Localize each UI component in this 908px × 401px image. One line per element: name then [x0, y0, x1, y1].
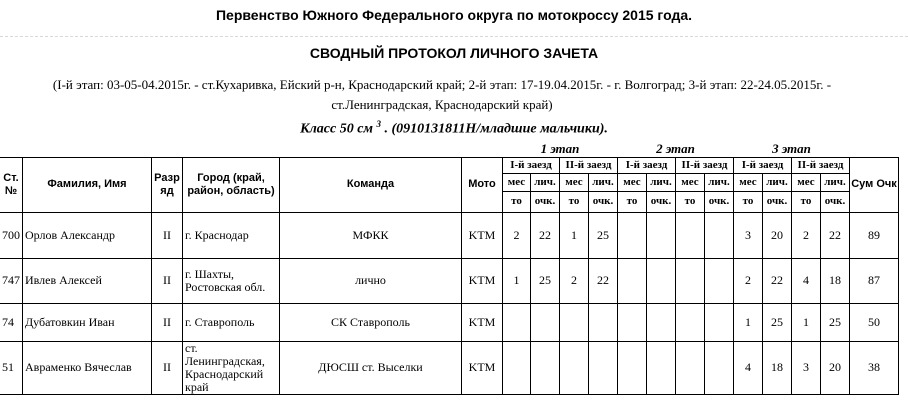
place-header-top: мес — [503, 173, 531, 191]
heat-place-s2 — [618, 341, 647, 394]
points-header-top: лич. — [763, 173, 792, 191]
table-row — [0, 303, 899, 341]
rider-name: Авраменко Вячеслав — [23, 341, 152, 394]
heat-place-s2 — [618, 303, 647, 341]
place-header-bottom: то — [618, 191, 647, 212]
rider-city: г. Шахты, Ростовская обл. — [183, 258, 280, 303]
stage2-header: 2 этап — [656, 140, 695, 156]
heat-points-s1 — [531, 303, 560, 341]
total-points: 38 — [850, 341, 899, 394]
heat-points-s2 — [647, 341, 676, 394]
place-header-bottom: то — [560, 191, 589, 212]
rider-team: СК Ставрополь — [280, 303, 462, 341]
place-header-top: мес — [618, 173, 647, 191]
stage3-header: 3 этап — [772, 140, 811, 156]
points-header-top: лич. — [821, 173, 850, 191]
heat-place-s3: 2 — [792, 212, 821, 258]
s3-heat2-header: II-й заезд — [792, 157, 850, 173]
s3-heat1-header: I-й заезд — [734, 157, 792, 173]
heat-place-s3: 1 — [792, 303, 821, 341]
col-sum-header: Сум Очк — [850, 157, 899, 212]
table-row — [0, 212, 899, 258]
total-points: 87 — [850, 258, 899, 303]
rider-moto: KTM — [462, 341, 503, 394]
class-prefix: Класс 50 см — [300, 121, 374, 137]
place-header-bottom: то — [503, 191, 531, 212]
heat-place-s2 — [618, 212, 647, 258]
heat-place-s1 — [503, 341, 531, 394]
heat-place-s3: 3 — [792, 341, 821, 394]
heat-place-s3: 4 — [734, 341, 763, 394]
heat-points-s2 — [705, 303, 734, 341]
total-points: 50 — [850, 303, 899, 341]
class-sup: 3 — [376, 119, 382, 129]
rider-rank: II — [152, 212, 183, 258]
heat-points-s3: 18 — [821, 258, 850, 303]
heat-points-s3: 22 — [821, 212, 850, 258]
points-header-bottom: очк. — [589, 191, 618, 212]
class-suffix: . (0910131811Н/младшие мальчики). — [381, 121, 608, 137]
heat-place-s2 — [676, 212, 705, 258]
heat-place-s1 — [503, 303, 531, 341]
rider-name: Дубатовкин Иван — [23, 303, 152, 341]
heat-points-s1: 25 — [531, 258, 560, 303]
heat-points-s2 — [647, 258, 676, 303]
rider-city: г. Краснодар — [183, 212, 280, 258]
points-header-bottom: очк. — [647, 191, 676, 212]
class-title — [0, 119, 908, 138]
heat-place-s2 — [676, 258, 705, 303]
s2-heat2-header: II-й заезд — [676, 157, 734, 173]
heat-points-s3: 20 — [763, 212, 792, 258]
heat-points-s1: 22 — [531, 212, 560, 258]
heat-points-s1 — [589, 303, 618, 341]
rider-rank: II — [152, 341, 183, 394]
heat-place-s1 — [560, 303, 589, 341]
stages-line-2: ст.Ленинградская, Краснодарский край) — [331, 97, 553, 112]
heat-points-s3: 25 — [821, 303, 850, 341]
heat-points-s1 — [531, 341, 560, 394]
place-header-bottom: то — [734, 191, 763, 212]
rider-moto: KTM — [462, 303, 503, 341]
heat-points-s2 — [647, 303, 676, 341]
col-city-header: Город (край, район, область) — [183, 157, 280, 212]
points-header-bottom: очк. — [821, 191, 850, 212]
col-num-header: Ст. № — [0, 157, 23, 212]
heat-points-s2 — [705, 212, 734, 258]
s1-heat2-header: II-й заезд — [560, 157, 618, 173]
heat-points-s3: 18 — [763, 341, 792, 394]
heat-place-s3: 4 — [792, 258, 821, 303]
rider-team: ДЮСШ ст. Выселки — [280, 341, 462, 394]
start-number: 74 — [0, 303, 23, 341]
heat-points-s1: 22 — [589, 258, 618, 303]
heat-points-s2 — [705, 258, 734, 303]
heat-place-s1: 1 — [503, 258, 531, 303]
stage1-header: 1 этап — [540, 140, 580, 156]
protocol-title: СВОДНЫЙ ПРОТОКОЛ ЛИЧНОГО ЗАЧЕТА — [309, 45, 599, 61]
col-moto-header: Мото — [462, 157, 503, 212]
heat-points-s3: 25 — [763, 303, 792, 341]
rider-city: ст. Ленинградская, Краснодарский край — [183, 341, 280, 394]
heat-place-s2 — [676, 303, 705, 341]
place-header-top: мес — [676, 173, 705, 191]
championship-title: Первенство Южного Федерального округа по мотокроссу 2015 года. — [215, 7, 693, 23]
col-team-header: Команда — [280, 157, 462, 212]
heat-points-s2 — [705, 341, 734, 394]
heat-header-row — [0, 157, 899, 173]
start-number: 700 — [0, 212, 23, 258]
points-header-top: лич. — [531, 173, 560, 191]
total-points: 89 — [850, 212, 899, 258]
stage-header-row — [0, 140, 899, 157]
rider-name: Орлов Александр — [23, 212, 152, 258]
rider-city: г. Ставрополь — [183, 303, 280, 341]
heat-place-s1: 2 — [560, 258, 589, 303]
heat-place-s1 — [560, 341, 589, 394]
rider-team: лично — [280, 258, 462, 303]
start-number: 747 — [0, 258, 23, 303]
heat-place-s3: 2 — [734, 258, 763, 303]
points-header-bottom: очк. — [763, 191, 792, 212]
col-rank-header: Разр яд — [152, 157, 183, 212]
rider-rank: II — [152, 258, 183, 303]
points-header-top: лич. — [647, 173, 676, 191]
heat-points-s3: 20 — [821, 341, 850, 394]
col-name-header: Фамилия, Имя — [23, 157, 152, 212]
place-header-top: мес — [734, 173, 763, 191]
points-header-bottom: очк. — [705, 191, 734, 212]
results-table — [0, 140, 899, 395]
stages-line-1: (I-й этап: 03-05-04.2015г. - ст.Кухаривка, Ейский р-н, Краснодарский край; 2-й этап: 17-19.04.2015г. - г. Волгоград; 3-й этап: 22-24.05.2015г. - — [52, 77, 832, 92]
rider-moto: KTM — [462, 258, 503, 303]
place-header-bottom: то — [792, 191, 821, 212]
heat-place-s1: 2 — [503, 212, 531, 258]
rider-name: Ивлев Алексей — [23, 258, 152, 303]
place-header-top: мес — [792, 173, 821, 191]
place-header-bottom: то — [676, 191, 705, 212]
s2-heat1-header: I-й заезд — [618, 157, 676, 173]
stages-info — [0, 75, 892, 115]
points-header-bottom: очк. — [531, 191, 560, 212]
rider-rank: II — [152, 303, 183, 341]
heat-points-s1: 25 — [589, 212, 618, 258]
heat-place-s3: 1 — [734, 303, 763, 341]
heat-place-s1: 1 — [560, 212, 589, 258]
table-row — [0, 258, 899, 303]
heat-points-s2 — [647, 212, 676, 258]
heat-points-s3: 22 — [763, 258, 792, 303]
heat-place-s2 — [618, 258, 647, 303]
heat-place-s2 — [676, 341, 705, 394]
rider-moto: KTM — [462, 212, 503, 258]
page-divider — [0, 36, 908, 37]
place-header-top: мес — [560, 173, 589, 191]
points-header-top: лич. — [589, 173, 618, 191]
table-row — [0, 341, 899, 394]
rider-team: МФКК — [280, 212, 462, 258]
points-header-top: лич. — [705, 173, 734, 191]
heat-place-s3: 3 — [734, 212, 763, 258]
s1-heat1-header: I-й заезд — [503, 157, 560, 173]
start-number: 51 — [0, 341, 23, 394]
heat-points-s1 — [589, 341, 618, 394]
